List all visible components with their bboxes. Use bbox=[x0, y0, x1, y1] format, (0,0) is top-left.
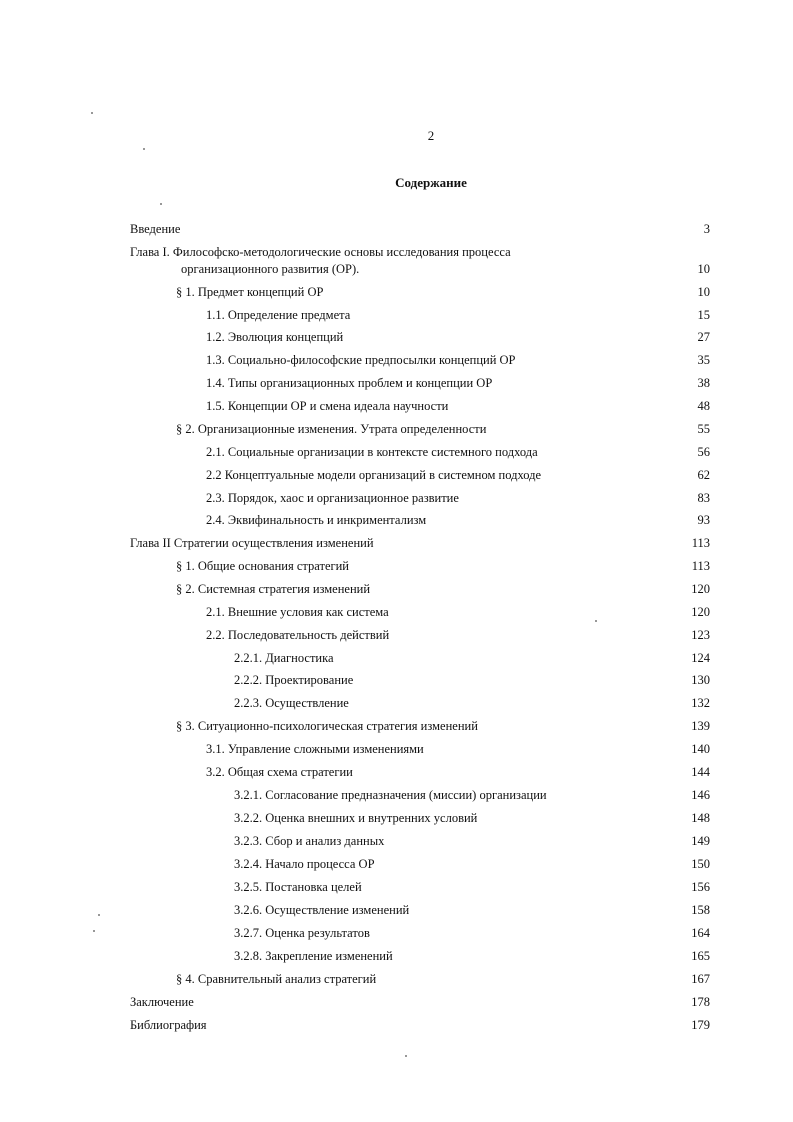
toc-entry-page: 62 bbox=[697, 468, 710, 482]
toc-entry-page: 120 bbox=[691, 605, 710, 619]
toc-entry bbox=[130, 374, 710, 392]
toc-entry bbox=[130, 283, 710, 301]
toc-entry bbox=[130, 626, 710, 644]
toc-entry bbox=[130, 328, 710, 346]
toc-entry-page: 140 bbox=[691, 742, 710, 756]
scan-speck bbox=[98, 914, 100, 916]
toc-entry-text: 2.2.2. Проектирование bbox=[234, 673, 354, 687]
toc-entry-text: 3.1. Управление сложными изменениями bbox=[206, 742, 424, 756]
toc-entry bbox=[130, 970, 710, 988]
toc-entry-page: 179 bbox=[691, 1018, 710, 1032]
toc-entry-text: 3.2. Общая схема стратегии bbox=[206, 765, 353, 779]
toc-entry-page: 56 bbox=[697, 445, 710, 459]
toc-entry-text: 1.5. Концепции ОР и смена идеала научности bbox=[206, 399, 449, 413]
toc-entry-text: 1.3. Социально-философские предпосылки концепций ОР bbox=[206, 353, 516, 367]
toc-entry bbox=[130, 306, 710, 324]
toc-entry-page: 113 bbox=[691, 559, 710, 573]
toc-entry-chapter-1 bbox=[130, 243, 710, 279]
toc-entry-page: 10 bbox=[697, 262, 710, 276]
toc-entry-page: 83 bbox=[697, 491, 710, 505]
toc-entry bbox=[130, 603, 710, 621]
toc-entry-page: 139 bbox=[691, 719, 710, 733]
toc-entry-page: 93 bbox=[697, 513, 710, 527]
toc-entry-page: 124 bbox=[691, 651, 710, 665]
page-number: 2 bbox=[427, 128, 435, 143]
toc-entry-page: 167 bbox=[691, 972, 710, 986]
scan-speck bbox=[143, 148, 145, 150]
toc-entry-page: 113 bbox=[691, 536, 710, 550]
toc-entry-text: § 3. Ситуационно-психологическая стратегия изменений bbox=[176, 719, 478, 733]
toc-entry bbox=[130, 351, 710, 369]
toc-entry bbox=[130, 740, 710, 758]
toc-entry-text: Заключение bbox=[130, 995, 194, 1009]
toc-entry-text: 3.2.8. Закрепление изменений bbox=[234, 949, 393, 963]
toc-entry-bibliography bbox=[130, 1016, 710, 1034]
toc-entry-text: 1.1. Определение предмета bbox=[206, 308, 351, 322]
toc-entry-page: 144 bbox=[691, 765, 710, 779]
toc-entry bbox=[130, 809, 710, 827]
toc-entry-page: 149 bbox=[691, 834, 710, 848]
toc-entry bbox=[130, 832, 710, 850]
toc-entry-page: 156 bbox=[691, 880, 710, 894]
toc-entry bbox=[130, 671, 710, 689]
toc-entry-page: 10 bbox=[697, 285, 710, 299]
toc-entry-page: 132 bbox=[691, 696, 710, 710]
toc-entry-text: 1.2. Эволюция концепций bbox=[206, 330, 344, 344]
toc-entry-text: Глава II Стратегии осуществления изменений bbox=[130, 536, 374, 550]
toc-entry-page: 178 bbox=[691, 995, 710, 1009]
toc-entry-text: § 4. Сравнительный анализ стратегий bbox=[176, 972, 377, 986]
toc-entry-page: 3 bbox=[703, 222, 710, 236]
toc-entry-text: 2.4. Эквифинальность и инкриментализм bbox=[206, 513, 427, 527]
toc-entry-conclusion bbox=[130, 993, 710, 1011]
toc-entry-text: 3.2.4. Начало процесса ОР bbox=[234, 857, 375, 871]
toc-entry-text: 3.2.6. Осуществление изменений bbox=[234, 903, 410, 917]
scan-speck bbox=[93, 930, 95, 932]
toc-entry bbox=[130, 580, 710, 598]
toc-entry-page: 48 bbox=[697, 399, 710, 413]
toc-entry-text: 2.3. Порядок, хаос и организационное развитие bbox=[206, 491, 459, 505]
toc-entry bbox=[130, 878, 710, 896]
toc-entry bbox=[130, 924, 710, 942]
toc-entry bbox=[130, 557, 710, 575]
toc-entry-text: § 2. Системная стратегия изменений bbox=[176, 582, 371, 596]
toc-entry bbox=[130, 649, 710, 667]
toc-entry bbox=[130, 947, 710, 965]
toc-entry bbox=[130, 786, 710, 804]
toc-entry-text: Введение bbox=[130, 222, 181, 236]
toc-entry-text: 2.2 Концептуальные модели организаций в системном подходе bbox=[206, 468, 542, 482]
toc-entry-text: 2.1. Внешние условия как система bbox=[206, 605, 389, 619]
toc-title: Содержание bbox=[395, 175, 467, 190]
toc-entry-text: 3.2.1. Согласование предназначения (миссии) организации bbox=[234, 788, 547, 802]
toc-entry-text: Глава I. Философско-методологические основы исследования процесса bbox=[130, 245, 511, 259]
toc-entry-page: 164 bbox=[691, 926, 710, 940]
toc-entry-page: 27 bbox=[697, 330, 710, 344]
scan-speck bbox=[405, 1055, 407, 1057]
toc-entry bbox=[130, 420, 710, 438]
toc-entry-text: § 2. Организационные изменения. Утрата определенности bbox=[176, 422, 487, 436]
toc-entry-page: 148 bbox=[691, 811, 710, 825]
toc-entry-text: § 1. Предмет концепций ОР bbox=[176, 285, 324, 299]
toc-entry-page: 35 bbox=[697, 353, 710, 367]
toc-entry-text: 2.2. Последовательность действий bbox=[206, 628, 390, 642]
toc-entry-text: 3.2.3. Сбор и анализ данных bbox=[234, 834, 385, 848]
toc-entry-page: 38 bbox=[697, 376, 710, 390]
toc-entry-text: 2.2.3. Осуществление bbox=[234, 696, 349, 710]
toc-entry-page: 120 bbox=[691, 582, 710, 596]
toc-entry bbox=[130, 855, 710, 873]
toc-entry-page: 146 bbox=[691, 788, 710, 802]
toc-entry-introduction bbox=[130, 220, 710, 238]
toc-entry bbox=[130, 511, 710, 529]
toc-entry-text: 1.4. Типы организационных проблем и концепции ОР bbox=[206, 376, 493, 390]
toc-entry-text: 3.2.2. Оценка внешних и внутренних условий bbox=[234, 811, 478, 825]
toc-entry-text: 3.2.7. Оценка результатов bbox=[234, 926, 370, 940]
toc-entry-page: 55 bbox=[697, 422, 710, 436]
toc-entry-page: 123 bbox=[691, 628, 710, 642]
scan-speck bbox=[595, 620, 597, 622]
toc-entry-text-continued: организационного развития (ОР). bbox=[181, 262, 360, 276]
toc-entry bbox=[130, 466, 710, 484]
toc-entry-text: § 1. Общие основания стратегий bbox=[176, 559, 349, 573]
toc-entry bbox=[130, 489, 710, 507]
toc-entry bbox=[130, 397, 710, 415]
toc-entry bbox=[130, 901, 710, 919]
toc-entry-page: 150 bbox=[691, 857, 710, 871]
toc-entry-page: 130 bbox=[691, 673, 710, 687]
scan-speck bbox=[160, 203, 162, 205]
toc-entry-text: Библиография bbox=[130, 1018, 207, 1032]
toc-entry-text: 2.2.1. Диагностика bbox=[234, 651, 334, 665]
toc-entry bbox=[130, 694, 710, 712]
toc-entry-page: 15 bbox=[697, 308, 710, 322]
toc-entry-page: 165 bbox=[691, 949, 710, 963]
toc-entry bbox=[130, 717, 710, 735]
toc-entry-text: 3.2.5. Постановка целей bbox=[234, 880, 362, 894]
toc-entry-chapter-2 bbox=[130, 534, 710, 552]
toc-entry-page: 158 bbox=[691, 903, 710, 917]
toc-entry bbox=[130, 443, 710, 461]
toc-entry bbox=[130, 763, 710, 781]
scan-speck bbox=[91, 112, 93, 114]
toc-entry-text: 2.1. Социальные организации в контексте системного подхода bbox=[206, 445, 538, 459]
